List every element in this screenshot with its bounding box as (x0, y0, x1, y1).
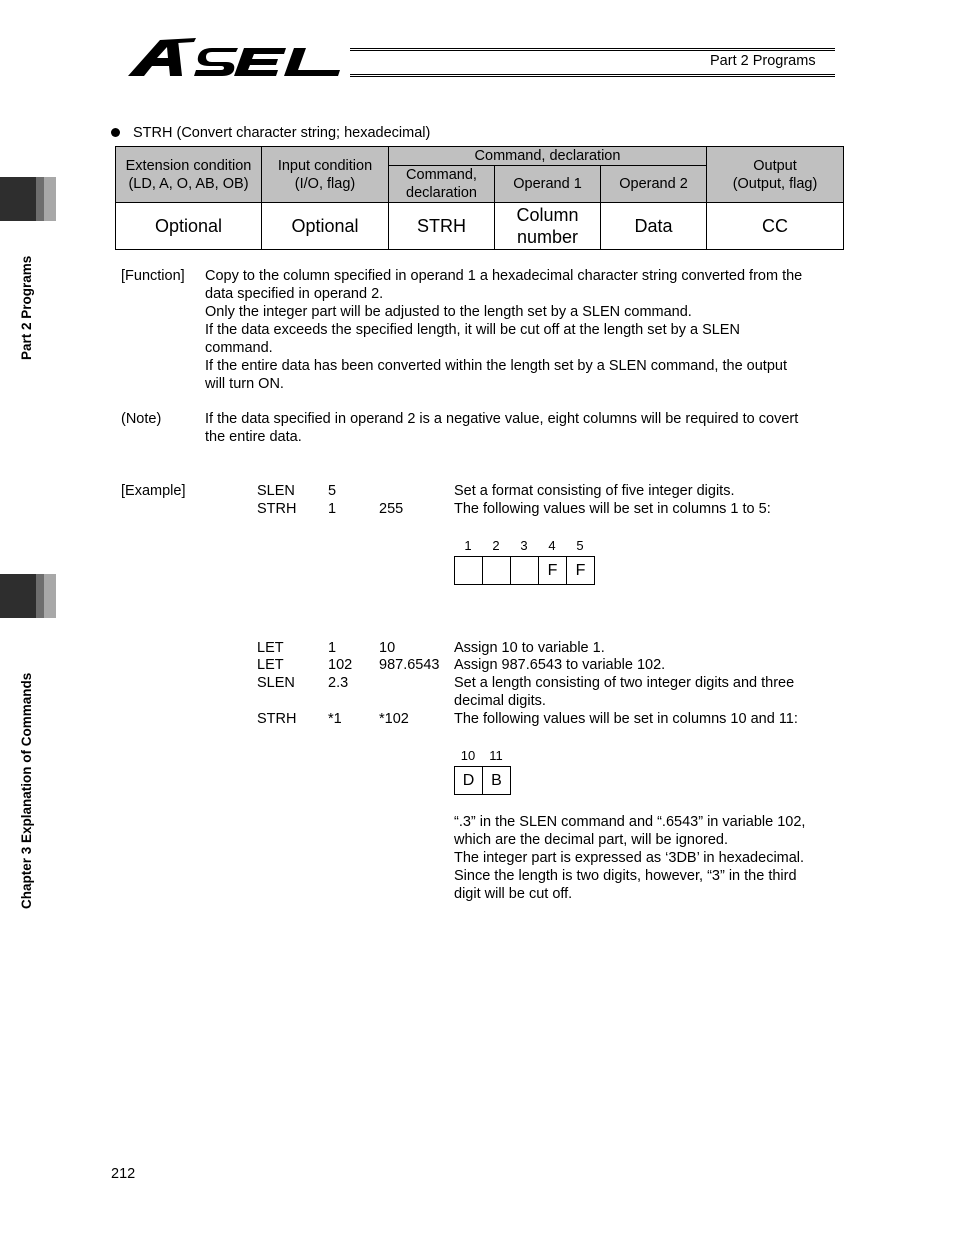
side-tab-part (0, 177, 56, 221)
grid1-colnum: 1 (464, 538, 472, 553)
example1-desc-1: Set a format consisting of five integer digits. (454, 483, 735, 499)
note-text: If the data specified in operand 2 is a negative value, eight columns will be required to covert the entire data. (205, 411, 799, 445)
column-grid-1 (454, 556, 595, 585)
value-extension: Optional (116, 203, 262, 250)
example1-op1-1: 5 (328, 483, 337, 499)
example2-op1-5: *1 (328, 711, 342, 727)
example2-op2-2: 987.6543 (379, 657, 440, 673)
example2-op2-1: 10 (379, 640, 396, 656)
example2-op1-1: 1 (328, 640, 337, 656)
value-command: STRH (389, 203, 495, 250)
command-table (115, 146, 844, 250)
grid1-cell (455, 557, 483, 585)
grid1-cell: F (567, 557, 595, 585)
header-operand2: Operand 2 (601, 166, 707, 203)
header-extension: Extension condition (LD, A, O, AB, OB) (116, 147, 262, 203)
example2-op1-2: 102 (328, 657, 353, 673)
side-label-part: Part 2 Programs (19, 255, 34, 360)
example2-cmd-1: LET (257, 640, 284, 656)
function-text: Copy to the column specified in operand 1 a hexadecimal character string converted from the data specified in operand 2. Only the integer part will be adjusted to the length set by a SLEN command. If the data exceeds the specified length, it will be cut off at the length set by a SLEN command. If the entire data has been converted within the length set by a SLEN command, the output will turn ON. (205, 268, 803, 392)
value-input: Optional (262, 203, 389, 250)
logo-text: ASEL (126, 36, 129, 37)
side-label-chapter: Chapter 3 Explanation of Commands (19, 672, 34, 909)
header-rule-top (350, 48, 835, 49)
value-output: CC (707, 203, 844, 250)
grid1-cell (483, 557, 511, 585)
bullet-icon (111, 128, 120, 137)
grid1-colnum: 3 (520, 538, 528, 553)
example2-desc-5: The following values will be set in columns 10 and 11: (454, 711, 798, 727)
column-grid-2 (454, 766, 511, 795)
command-title: STRH (Convert character string; hexadecimal) (133, 125, 431, 141)
header-section: Part 2 Programs (710, 53, 816, 69)
value-operand2: Data (601, 203, 707, 250)
example2-desc-3: Set a length consisting of two integer digits and three (454, 675, 795, 691)
grid1-cell (511, 557, 539, 585)
side-tab-chapter (0, 574, 56, 618)
grid1-colnum: 5 (576, 538, 584, 553)
grid2-cell: D (455, 767, 483, 795)
grid2-colnum: 11 (489, 748, 503, 763)
function-label: [Function] (121, 268, 185, 284)
header-input: Input condition (I/O, flag) (262, 147, 389, 203)
value-operand1: Column number (495, 203, 601, 250)
header-command-group: Command, declaration (389, 147, 707, 166)
grid1-cell: F (539, 557, 567, 585)
example2-op2-5: *102 (379, 711, 409, 727)
example2-desc-4: decimal digits. (454, 693, 546, 709)
example2-desc-1: Assign 10 to variable 1. (454, 640, 605, 656)
page-number: 212 (111, 1166, 136, 1182)
asel-logo (126, 36, 346, 80)
example1-op1-2: 1 (328, 501, 337, 517)
example-explanation: “.3” in the SLEN command and “.6543” in variable 102, which are the decimal part, will be ignored. The integer part is expressed as ‘3DB’ in hexadecimal. Since the length is two digits, however, “3” in the third digit will be cut off. (454, 814, 806, 902)
header-command: Command, declaration (389, 166, 495, 203)
header-operand1: Operand 1 (495, 166, 601, 203)
grid2-cell: B (483, 767, 511, 795)
grid1-colnum: 2 (492, 538, 500, 553)
example2-cmd-5: STRH (257, 711, 297, 727)
note-label: (Note) (121, 411, 162, 427)
grid1-colnum: 4 (548, 538, 556, 553)
example1-desc-2: The following values will be set in columns 1 to 5: (454, 501, 771, 517)
header-rule-top2 (350, 50, 835, 51)
example2-cmd-2: LET (257, 657, 284, 673)
grid2-colnum: 10 (460, 748, 476, 763)
header-rule-bottom2 (350, 76, 835, 77)
example1-op2-2: 255 (379, 501, 404, 517)
example-label: [Example] (121, 483, 186, 499)
example1-cmd-2: STRH (257, 501, 297, 517)
example1-cmd-1: SLEN (257, 483, 295, 499)
example2-op1-3: 2.3 (328, 675, 349, 691)
example2-cmd-3: SLEN (257, 675, 295, 691)
header-rule-bottom (350, 74, 835, 75)
example2-desc-2: Assign 987.6543 to variable 102. (454, 657, 666, 673)
header-output: Output (Output, flag) (707, 147, 844, 203)
